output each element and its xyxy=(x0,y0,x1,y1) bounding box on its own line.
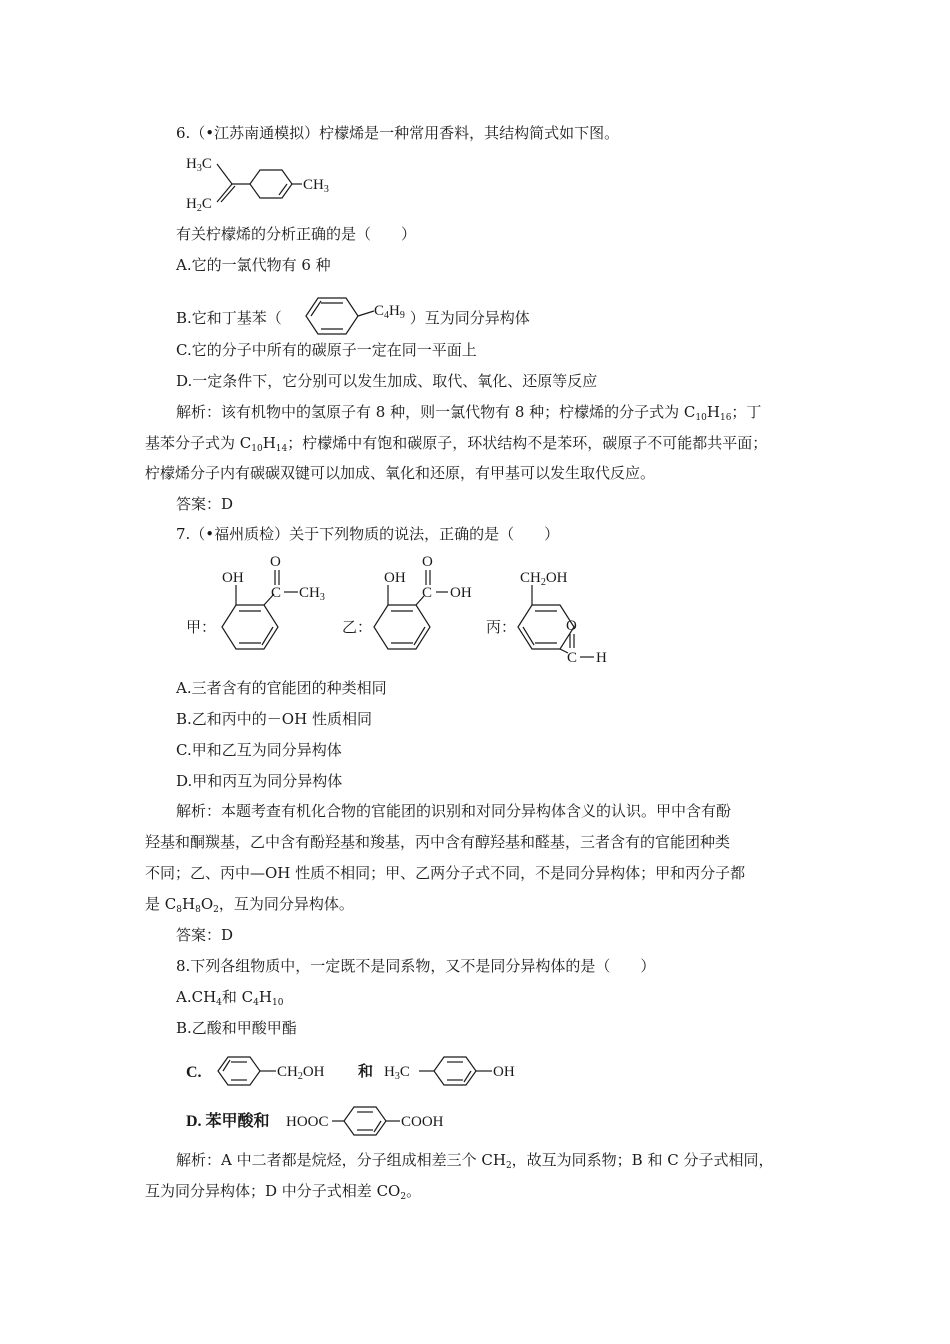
q6-explanation-line3: 柠檬烯分子内有碳碳双键可以加成、氧化和还原，有甲基可以发生取代反应。 xyxy=(145,464,656,482)
svg-text:H3C: $H_3C$ xyxy=(384,1064,410,1082)
svg-text:和: 和 xyxy=(358,1064,374,1080)
svg-text:C: C xyxy=(271,585,282,601)
svg-text:CH3: $CH_3$ xyxy=(299,585,325,603)
label-jia: 甲： xyxy=(186,620,217,636)
svg-text:OH: OH xyxy=(222,570,244,586)
q6-stem: 6.（•江苏南通模拟）柠檬烯是一种常用香料，其结构简式如下图。 xyxy=(176,124,620,142)
q6-question: 有关柠檬烯的分析正确的是（ ） xyxy=(176,225,417,243)
ch3-label: $CH_3$ xyxy=(303,177,329,195)
q7-option-a: A.三者含有的官能团的种类相同 xyxy=(176,679,387,697)
svg-text:C.: C. xyxy=(186,1064,202,1081)
q7-explanation-line1: 解析：本题考查有机化合物的官能团的识别和对同分异构体含义的认识。甲中含有酚 xyxy=(176,802,732,820)
q7-explanation-line2: 羟基和酮羰基，乙中含有酚羟基和羧基，丙中含有醇羟基和醛基，三者含有的官能团种类 xyxy=(145,833,731,851)
label-yi: 乙： xyxy=(342,620,373,636)
h3c-label: $H_3C$ xyxy=(186,156,212,174)
q6-answer: 答案：D xyxy=(176,495,234,513)
svg-text:CH2OH: $CH_2OH$ xyxy=(520,570,568,588)
q6-option-d: D.一定条件下，它分别可以发生加成、取代、氧化、还原等反应 xyxy=(176,372,598,390)
q7-option-d: D.甲和丙互为同分异构体 xyxy=(176,772,343,790)
svg-text:OH: OH xyxy=(493,1064,515,1080)
svg-text:H: H xyxy=(596,650,607,666)
q6-option-a: A.它的一氯代物有 6 种 xyxy=(176,256,331,274)
svg-text:CH2OH: $CH_2OH$ xyxy=(277,1064,325,1082)
q7-option-c: C.甲和乙互为同分异构体 xyxy=(176,741,342,759)
q8-explanation-line2: 互为同分异构体；D 中分子式相差 $CO_2$。 xyxy=(145,1182,422,1202)
q7-stem: 7.（•福州质检）关于下列物质的说法，正确的是（ ） xyxy=(176,525,560,543)
limonene-structure xyxy=(186,150,346,220)
q6-explanation-line2: 基苯分子式为 $C_{10}H_{14}$；柠檬烯中有饱和碳原子，环状结构不是苯环，碳原子不可能都共平面； xyxy=(145,434,768,454)
svg-text:O: O xyxy=(422,554,433,570)
q6-option-c: C.它的分子中所有的碳原子一定在同一平面上 xyxy=(176,341,477,359)
butylbenzene-structure xyxy=(296,291,426,341)
h2c-label: $H_2C$ xyxy=(186,196,212,214)
svg-text:C: C xyxy=(567,650,578,666)
q7-explanation-line3: 不同；乙、丙中—OH 性质不相同；甲、乙两分子式不同，不是同分异构体；甲和丙分子都 xyxy=(145,864,746,882)
label-bing: 丙： xyxy=(486,620,517,636)
q7-option-b: B.乙和丙中的－OH 性质相同 xyxy=(176,710,372,728)
q8-explanation-line1: 解析：A 中二者都是烷烃，分子组成相差三个 $CH_2$，故互为同系物；B 和 C 分子式相同， xyxy=(176,1151,774,1171)
q6-option-b: B.它和丁基苯（ ）互为同分异构体 xyxy=(176,309,530,327)
q8-option-b: B.乙酸和甲酸甲酯 xyxy=(176,1019,297,1037)
q8-stem: 8.下列各组物质中，一定既不是同系物，又不是同分异构体的是（ ） xyxy=(176,957,656,975)
q7-structures xyxy=(186,552,626,672)
q7-answer: 答案：D xyxy=(176,926,234,944)
q8-option-a: $A.CH_4$和 $C_4H_{10}$ xyxy=(176,988,284,1008)
svg-text:D. 苯甲酸和: D. 苯甲酸和 xyxy=(186,1113,270,1130)
q6-explanation-line1: 解析：该有机物中的氢原子有 8 种，则一氯代物有 8 种；柠檬烯的分子式为 $C_{10}H_{16}$；丁 xyxy=(176,403,762,423)
svg-text:O: O xyxy=(270,554,281,570)
svg-text:OH: OH xyxy=(384,570,406,586)
svg-text:COOH: COOH xyxy=(401,1114,444,1130)
svg-text:HOOC: HOOC xyxy=(286,1114,329,1130)
svg-text:C: C xyxy=(422,585,433,601)
q8-option-d xyxy=(186,1097,506,1143)
q7-explanation-line4: 是 $C_8H_8O_2$，互为同分异构体。 xyxy=(145,895,354,915)
q8-option-c xyxy=(186,1046,546,1096)
svg-text:O: O xyxy=(566,618,577,634)
svg-text:C4H9: $C_4H_9$ xyxy=(374,303,405,321)
svg-text:OH: OH xyxy=(450,585,472,601)
